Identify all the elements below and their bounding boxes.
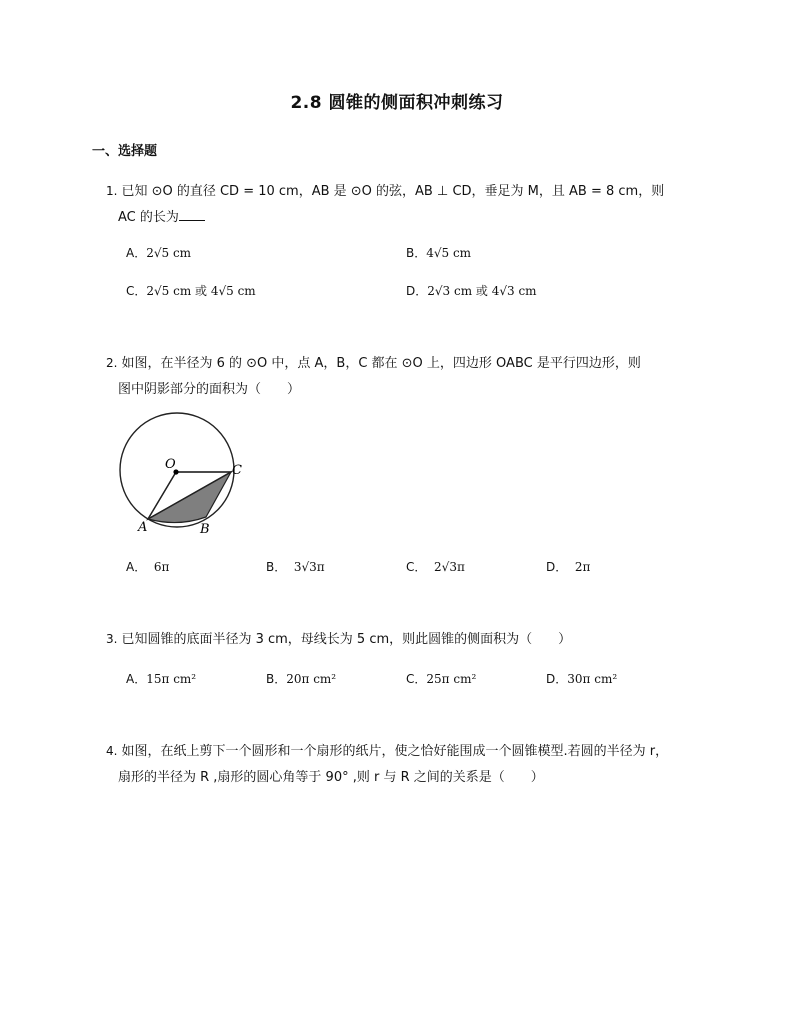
option-c[interactable]: C． 2√3π xyxy=(406,560,465,574)
question-text: 如图，在半径为 6 的 ⊙O 中，点 A，B，C 都在 ⊙O 上，四边形 OABC 是平行四边形，则 xyxy=(121,356,641,371)
question-number: 1. xyxy=(106,184,118,198)
question-1 xyxy=(106,178,706,231)
question-number: 2. xyxy=(106,356,118,370)
question-3 xyxy=(106,626,706,653)
option-a[interactable]: A．15π cm² xyxy=(126,672,197,686)
label-o: O xyxy=(165,457,176,472)
question-number: 3. xyxy=(106,632,118,646)
question-text-cont: AC 的长为 xyxy=(118,210,179,225)
question-text: 已知 ⊙O 的直径 CD = 10 cm，AB 是 ⊙O 的弦，AB ⊥ CD，垂足为 M，且 AB = 8 cm，则 xyxy=(121,184,665,199)
label-c: C xyxy=(232,463,242,478)
option-d[interactable]: D．30π cm² xyxy=(546,672,618,686)
page-title: 2.8 圆锥的侧面积冲刺练习 xyxy=(290,93,504,113)
question-text: 如图，在纸上剪下一个圆形和一个扇形的纸片，使之恰好能围成一个圆锥模型.若圆的半径为 r， xyxy=(121,744,669,759)
option-b[interactable]: B． 3√3π xyxy=(266,560,325,574)
question-number: 4. xyxy=(106,744,118,758)
label-a: A xyxy=(138,520,148,535)
option-d[interactable]: D．2√3 cm 或 4√3 cm xyxy=(406,284,537,298)
answer-blank xyxy=(179,206,205,221)
option-c[interactable]: C．25π cm² xyxy=(406,672,477,686)
question-text-cont: 图中阴影部分的面积为（ ） xyxy=(118,382,301,397)
section-heading: 一、选择题 xyxy=(92,144,158,159)
option-b[interactable]: B．20π cm² xyxy=(266,672,337,686)
option-a[interactable]: A．2√5 cm xyxy=(126,246,192,260)
question-2 xyxy=(106,350,706,403)
option-c[interactable]: C．2√5 cm 或 4√5 cm xyxy=(126,284,256,298)
question-text-cont: 扇形的半径为 R ,扇形的圆心角等于 90° ,则 r 与 R 之间的关系是（ ） xyxy=(118,770,544,785)
label-b: B xyxy=(200,522,210,537)
question-text: 已知圆锥的底面半径为 3 cm，母线长为 5 cm，则此圆锥的侧面积为（ ） xyxy=(121,632,572,647)
circle-figure xyxy=(110,412,250,542)
question-4 xyxy=(106,738,706,791)
option-b[interactable]: B．4√5 cm xyxy=(406,246,472,260)
option-d[interactable]: D． 2π xyxy=(546,560,591,574)
option-a[interactable]: A． 6π xyxy=(126,560,170,574)
